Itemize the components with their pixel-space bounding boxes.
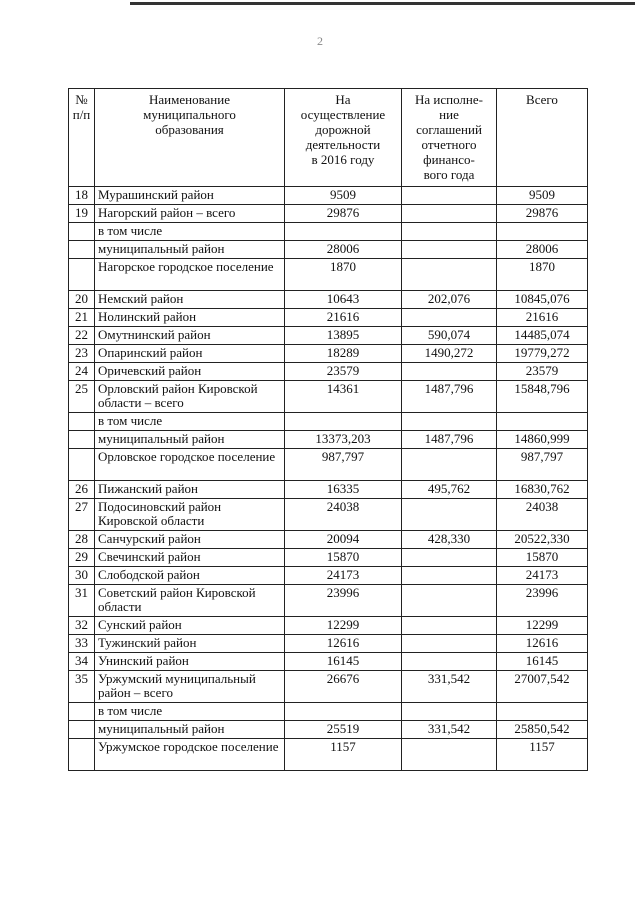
municipality-name-cell: Уржумское городское поселение (95, 739, 285, 771)
agreements-value-cell (402, 259, 497, 291)
road-activity-value-cell (285, 223, 402, 241)
total-value-cell: 10845,076 (497, 291, 588, 309)
municipality-name-cell: Нагорское городское поселение (95, 259, 285, 291)
row-number-cell: 23 (69, 345, 95, 363)
row-number-cell (69, 223, 95, 241)
road-activity-value-cell: 29876 (285, 205, 402, 223)
total-value-cell: 12299 (497, 617, 588, 635)
municipality-name-cell: в том числе (95, 413, 285, 431)
row-number-cell: 20 (69, 291, 95, 309)
header-agreements: На исполне- ние соглашений отчетного финансо- вого года (402, 89, 497, 187)
agreements-value-cell (402, 449, 497, 481)
row-number-cell: 33 (69, 635, 95, 653)
row-number-cell (69, 241, 95, 259)
municipality-name-cell: Тужинский район (95, 635, 285, 653)
total-value-cell: 23579 (497, 363, 588, 381)
table-row (69, 739, 588, 771)
municipality-name-cell: Мурашинский район (95, 187, 285, 205)
road-activity-value-cell: 23996 (285, 585, 402, 617)
total-value-cell: 14485,074 (497, 327, 588, 345)
allocation-table (68, 88, 588, 771)
table-header-row (69, 89, 588, 187)
total-value-cell: 15848,796 (497, 381, 588, 413)
total-value-cell: 1870 (497, 259, 588, 291)
table-row (69, 481, 588, 499)
table-row (69, 345, 588, 363)
road-activity-value-cell: 987,797 (285, 449, 402, 481)
municipality-name-cell: Немский район (95, 291, 285, 309)
agreements-value-cell: 495,762 (402, 481, 497, 499)
table-row (69, 617, 588, 635)
agreements-value-cell (402, 309, 497, 327)
table-row (69, 413, 588, 431)
total-value-cell: 15870 (497, 549, 588, 567)
total-value-cell: 29876 (497, 205, 588, 223)
municipality-name-cell: Унинский район (95, 653, 285, 671)
municipality-name-cell: Слободской район (95, 567, 285, 585)
agreements-value-cell (402, 223, 497, 241)
total-value-cell (497, 223, 588, 241)
road-activity-value-cell (285, 413, 402, 431)
total-value-cell: 27007,542 (497, 671, 588, 703)
row-number-cell: 32 (69, 617, 95, 635)
road-activity-value-cell: 16335 (285, 481, 402, 499)
municipality-name-cell: муниципальный район (95, 241, 285, 259)
table-row (69, 549, 588, 567)
agreements-value-cell (402, 549, 497, 567)
agreements-value-cell (402, 567, 497, 585)
row-number-cell: 24 (69, 363, 95, 381)
table-row (69, 259, 588, 291)
road-activity-value-cell: 16145 (285, 653, 402, 671)
municipality-name-cell: Нолинский район (95, 309, 285, 327)
road-activity-value-cell (285, 703, 402, 721)
table-row (69, 653, 588, 671)
table-row (69, 703, 588, 721)
row-number-cell: 35 (69, 671, 95, 703)
top-rule (130, 2, 635, 5)
row-number-cell: 28 (69, 531, 95, 549)
table-row (69, 671, 588, 703)
total-value-cell: 24038 (497, 499, 588, 531)
municipality-name-cell: Подосиновский район Кировской области (95, 499, 285, 531)
agreements-value-cell (402, 187, 497, 205)
table-row (69, 223, 588, 241)
table-row (69, 381, 588, 413)
agreements-value-cell (402, 205, 497, 223)
table-row (69, 241, 588, 259)
municipality-name-cell: Свечинский район (95, 549, 285, 567)
table-row (69, 363, 588, 381)
header-road-activity: На осуществление дорожной деятельности в 2016 году (285, 89, 402, 187)
total-value-cell: 19779,272 (497, 345, 588, 363)
table-body (69, 187, 588, 771)
table-row (69, 531, 588, 549)
total-value-cell: 16830,762 (497, 481, 588, 499)
municipality-name-cell: муниципальный район (95, 431, 285, 449)
road-activity-value-cell: 18289 (285, 345, 402, 363)
municipality-name-cell: Советский район Кировской области (95, 585, 285, 617)
municipality-name-cell: в том числе (95, 223, 285, 241)
header-number: № п/п (69, 89, 95, 187)
municipality-name-cell: Сунский район (95, 617, 285, 635)
page-number: 2 (317, 34, 323, 48)
table-row (69, 567, 588, 585)
row-number-cell: 25 (69, 381, 95, 413)
row-number-cell: 26 (69, 481, 95, 499)
agreements-value-cell (402, 413, 497, 431)
total-value-cell: 23996 (497, 585, 588, 617)
table-row (69, 585, 588, 617)
agreements-value-cell: 202,076 (402, 291, 497, 309)
road-activity-value-cell: 1870 (285, 259, 402, 291)
row-number-cell: 21 (69, 309, 95, 327)
total-value-cell: 14860,999 (497, 431, 588, 449)
agreements-value-cell: 428,330 (402, 531, 497, 549)
road-activity-value-cell: 20094 (285, 531, 402, 549)
table-row (69, 449, 588, 481)
row-number-cell: 34 (69, 653, 95, 671)
table-row (69, 309, 588, 327)
agreements-value-cell (402, 241, 497, 259)
municipality-name-cell: муниципальный район (95, 721, 285, 739)
row-number-cell (69, 431, 95, 449)
total-value-cell: 12616 (497, 635, 588, 653)
agreements-value-cell (402, 617, 497, 635)
agreements-value-cell (402, 739, 497, 771)
total-value-cell (497, 413, 588, 431)
municipality-name-cell: Оричевский район (95, 363, 285, 381)
agreements-value-cell: 1487,796 (402, 381, 497, 413)
table-row (69, 291, 588, 309)
road-activity-value-cell: 21616 (285, 309, 402, 327)
municipality-name-cell: Орловский район Кировской области – всего (95, 381, 285, 413)
total-value-cell: 28006 (497, 241, 588, 259)
road-activity-value-cell: 28006 (285, 241, 402, 259)
row-number-cell (69, 413, 95, 431)
agreements-value-cell (402, 635, 497, 653)
road-activity-value-cell: 12616 (285, 635, 402, 653)
row-number-cell: 29 (69, 549, 95, 567)
table-row (69, 205, 588, 223)
agreements-value-cell (402, 585, 497, 617)
agreements-value-cell: 331,542 (402, 671, 497, 703)
road-activity-value-cell: 13373,203 (285, 431, 402, 449)
row-number-cell (69, 449, 95, 481)
agreements-value-cell (402, 499, 497, 531)
total-value-cell: 1157 (497, 739, 588, 771)
row-number-cell (69, 703, 95, 721)
municipality-name-cell: Омутнинский район (95, 327, 285, 345)
road-activity-value-cell: 23579 (285, 363, 402, 381)
agreements-value-cell: 1490,272 (402, 345, 497, 363)
total-value-cell: 25850,542 (497, 721, 588, 739)
road-activity-value-cell: 9509 (285, 187, 402, 205)
road-activity-value-cell: 24038 (285, 499, 402, 531)
row-number-cell: 31 (69, 585, 95, 617)
total-value-cell: 16145 (497, 653, 588, 671)
row-number-cell: 18 (69, 187, 95, 205)
municipality-name-cell: Санчурский район (95, 531, 285, 549)
agreements-value-cell (402, 653, 497, 671)
row-number-cell: 22 (69, 327, 95, 345)
total-value-cell (497, 703, 588, 721)
road-activity-value-cell: 13895 (285, 327, 402, 345)
road-activity-value-cell: 10643 (285, 291, 402, 309)
agreements-value-cell: 331,542 (402, 721, 497, 739)
table-row (69, 431, 588, 449)
total-value-cell: 987,797 (497, 449, 588, 481)
municipality-name-cell: Орловское городское поселение (95, 449, 285, 481)
agreements-value-cell (402, 363, 497, 381)
municipality-name-cell: Нагорский район – всего (95, 205, 285, 223)
table-row (69, 187, 588, 205)
municipality-name-cell: Пижанский район (95, 481, 285, 499)
total-value-cell: 24173 (497, 567, 588, 585)
total-value-cell: 9509 (497, 187, 588, 205)
row-number-cell: 19 (69, 205, 95, 223)
agreements-value-cell: 590,074 (402, 327, 497, 345)
municipality-name-cell: Опаринский район (95, 345, 285, 363)
agreements-value-cell: 1487,796 (402, 431, 497, 449)
table-row (69, 721, 588, 739)
road-activity-value-cell: 25519 (285, 721, 402, 739)
row-number-cell (69, 721, 95, 739)
road-activity-value-cell: 26676 (285, 671, 402, 703)
road-activity-value-cell: 14361 (285, 381, 402, 413)
agreements-value-cell (402, 703, 497, 721)
road-activity-value-cell: 24173 (285, 567, 402, 585)
municipality-name-cell: в том числе (95, 703, 285, 721)
table-row (69, 499, 588, 531)
row-number-cell (69, 259, 95, 291)
municipality-name-cell: Уржумский муниципальный район – всего (95, 671, 285, 703)
table-row (69, 635, 588, 653)
total-value-cell: 21616 (497, 309, 588, 327)
road-activity-value-cell: 15870 (285, 549, 402, 567)
row-number-cell: 30 (69, 567, 95, 585)
row-number-cell: 27 (69, 499, 95, 531)
road-activity-value-cell: 1157 (285, 739, 402, 771)
header-total: Всего (497, 89, 588, 187)
total-value-cell: 20522,330 (497, 531, 588, 549)
header-municipality: Наименование муниципального образования (95, 89, 285, 187)
table-row (69, 327, 588, 345)
row-number-cell (69, 739, 95, 771)
road-activity-value-cell: 12299 (285, 617, 402, 635)
